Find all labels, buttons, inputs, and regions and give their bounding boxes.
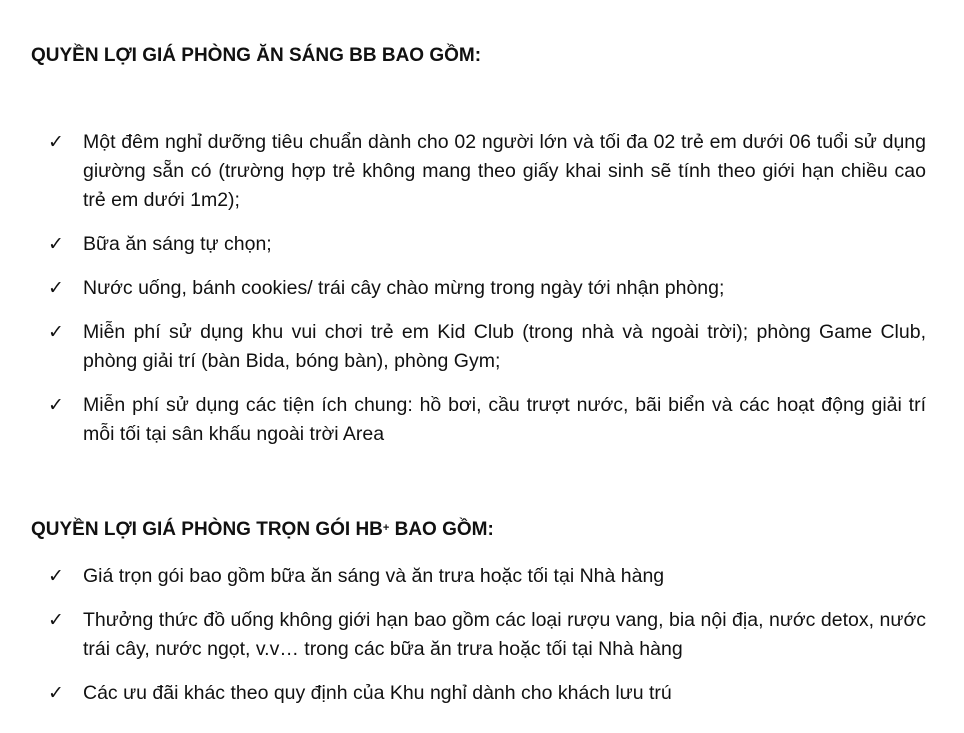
checkmark-icon: ✓ — [48, 277, 64, 299]
section-hb-title-suffix: BAO GỒM: — [389, 519, 494, 540]
list-item — [0, 391, 964, 449]
section-bb-list — [0, 128, 964, 464]
list-item-text: Thưởng thức đồ uống không giới hạn bao gồm các loại rượu vang, bia nội địa, nước detox, nước trái cây, nước ngọt, v.v… trong các bữa ăn trưa hoặc tối tại Nhà hàng — [83, 609, 926, 660]
list-item-text: Một đêm nghỉ dưỡng tiêu chuẩn dành cho 02 người lớn và tối đa 02 trẻ em dưới 06 tuổi sử dụng giường sẵn có (trường hợp trẻ không mang theo giấy khai sinh sẽ tính theo giới hạn chiều cao trẻ em dưới 1m2); — [83, 131, 926, 211]
list-item — [0, 679, 964, 708]
checkmark-icon: ✓ — [48, 682, 64, 704]
list-item-text: Bữa ăn sáng tự chọn; — [83, 233, 272, 255]
section-hb-list — [0, 562, 964, 723]
list-item — [0, 274, 964, 303]
list-item-text: Giá trọn gói bao gồm bữa ăn sáng và ăn trưa hoặc tối tại Nhà hàng — [83, 565, 665, 587]
checkmark-icon: ✓ — [48, 233, 64, 255]
section-hb-heading — [31, 518, 494, 542]
list-item — [0, 606, 964, 664]
list-item-text: Nước uống, bánh cookies/ trái cây chào mừng trong ngày tới nhận phòng; — [83, 277, 725, 299]
section-hb-title-prefix: QUYỀN LỢI GIÁ PHÒNG TRỌN GÓI HB — [31, 519, 383, 540]
list-item — [0, 318, 964, 376]
list-item — [0, 230, 964, 259]
section-bb-heading: QUYỀN LỢI GIÁ PHÒNG ĂN SÁNG BB BAO GỒM: — [31, 45, 482, 66]
list-item — [0, 128, 964, 215]
list-item-text: Miễn phí sử dụng các tiện ích chung: hồ bơi, cầu trượt nước, bãi biển và các hoạt động giải trí mỗi tối tại sân khấu ngoài trời Area — [83, 394, 926, 445]
list-item-text: Miễn phí sử dụng khu vui chơi trẻ em Kid Club (trong nhà và ngoài trời); phòng Game Club, phòng giải trí (bàn Bida, bóng bàn), phòng Gym; — [83, 321, 926, 372]
checkmark-icon: ✓ — [48, 394, 64, 416]
checkmark-icon: ✓ — [48, 321, 64, 343]
checkmark-icon: ✓ — [48, 565, 64, 587]
checkmark-icon: ✓ — [48, 609, 64, 631]
checkmark-icon: ✓ — [48, 131, 64, 153]
list-item-text: Các ưu đãi khác theo quy định của Khu nghỉ dành cho khách lưu trú — [83, 682, 672, 704]
section-hb-title-sup: + — [382, 522, 390, 534]
list-item — [0, 562, 964, 591]
